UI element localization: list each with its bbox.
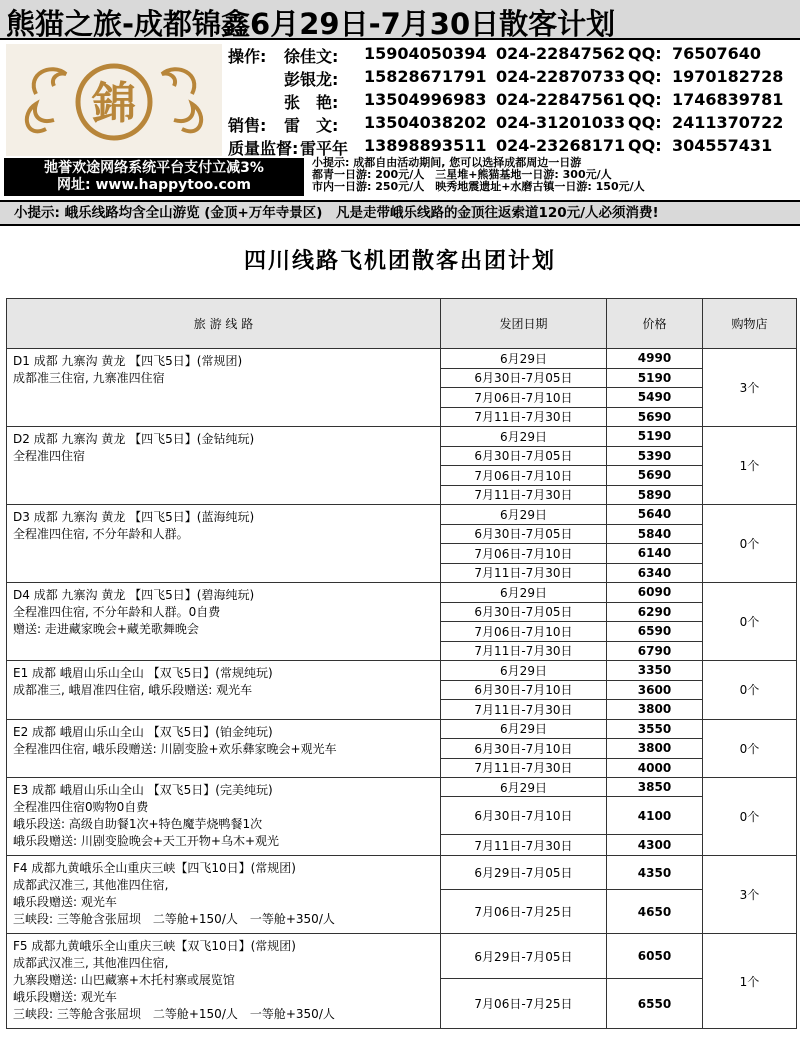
price-cell: 5390 (607, 446, 703, 466)
table-row (7, 349, 797, 369)
route-cell: E2 成都 峨眉山乐山全山 【双飞5日】(铂金纯玩) 全程准四住宿, 峨乐段赠送: 川剧变脸+欢乐彝家晚会+观光车 (7, 719, 441, 778)
route-cell: F5 成都九黄峨乐全山重庆三峡【双飞10日】(常规团) 成都武汉准三, 其他准四住宿, 九寨段赠送: 山巴藏寨+木托村寨或展览馆 峨乐段赠送: 观光车 三峡段: 三等舱含张屈坝 二等舱+150/人 一等舱+350/人 (7, 934, 441, 1029)
contact-qq: 76507640 (672, 44, 762, 63)
route-cell: D4 成都 九寨沟 黄龙 【四飞5日】(碧海纯玩) 全程准四住宿, 不分年龄和人群。0自费 赠送: 走进藏家晚会+藏羌歌舞晚会 (7, 583, 441, 661)
date-cell: 7月06日-7月25日 (441, 890, 607, 934)
contact-qq: 1970182728 (672, 67, 784, 86)
shop-cell: 0个 (703, 583, 797, 661)
table-row (7, 719, 797, 739)
date-cell: 7月11日-7月30日 (441, 485, 607, 505)
price-cell: 4990 (607, 349, 703, 369)
shop-cell: 0个 (703, 719, 797, 778)
contact-mobile: 15828671791 (364, 67, 487, 86)
price-cell: 6550 (607, 979, 703, 1029)
date-cell: 7月11日-7月30日 (441, 641, 607, 661)
price-cell: 6290 (607, 602, 703, 622)
price-cell: 6590 (607, 622, 703, 642)
contact-name: 雷平年 (300, 139, 349, 158)
price-cell: 4100 (607, 797, 703, 835)
table-row (7, 934, 797, 979)
website-link[interactable]: 网址: www.happytoo.com (56, 177, 252, 193)
contact-qq: 304557431 (672, 136, 773, 155)
route-cell: D3 成都 九寨沟 黄龙 【四飞5日】(蓝海纯玩) 全程准四住宿, 不分年龄和人群。 (7, 505, 441, 583)
price-cell: 5490 (607, 388, 703, 408)
price-cell: 3850 (607, 778, 703, 797)
tip-line: 市内一日游: 250元/人 映秀地震遗址+水磨古镇一日游: 150元/人 (312, 180, 645, 193)
date-cell: 6月29日 (441, 349, 607, 369)
route-cell: E3 成都 峨眉山乐山全山 【双飞5日】(完美纯玩) 全程准四住宿0购物0自费 峨乐段送: 高级自助餐1次+特色魔芋烧鸭餐1次 峨乐段赠送: 川剧变脸晚会+天工开物+乌木+观光 (7, 778, 441, 856)
contact-qq-label: QQ: (628, 44, 662, 63)
price-cell: 6140 (607, 544, 703, 564)
date-cell: 6月30日-7月10日 (441, 797, 607, 835)
table-row (7, 505, 797, 525)
shop-cell: 3个 (703, 349, 797, 427)
contact-tel: 024-31201033 (496, 113, 626, 132)
tip-line: 都青一日游: 200元/人 三星堆+熊猫基地一日游: 300元/人 (312, 168, 612, 181)
contact-qq-label: QQ: (628, 136, 662, 155)
date-cell: 6月29日 (441, 583, 607, 603)
shop-cell: 0个 (703, 661, 797, 720)
notice-bar: 小提示: 峨乐线路均含全山游览 (金顶+万年寺景区) 凡是走带峨乐线路的金顶往返索道120元/人必须消费! (0, 200, 800, 226)
contact-name: 彭银龙: (284, 70, 339, 89)
date-cell: 6月30日-7月10日 (441, 680, 607, 700)
contact-role: 质量监督: (228, 139, 299, 158)
contact-row (228, 42, 798, 65)
date-cell: 6月29日 (441, 427, 607, 447)
shop-cell: 3个 (703, 856, 797, 934)
contact-mobile: 13898893511 (364, 136, 487, 155)
price-cell: 6340 (607, 563, 703, 583)
date-cell: 6月29日-7月05日 (441, 856, 607, 890)
date-cell: 6月30日-7月05日 (441, 368, 607, 388)
contact-role: 操作: (228, 47, 267, 66)
price-cell: 6790 (607, 641, 703, 661)
date-cell: 7月11日-7月30日 (441, 700, 607, 720)
shop-cell: 1个 (703, 427, 797, 505)
contact-qq: 1746839781 (672, 90, 784, 109)
table-row (7, 778, 797, 797)
date-cell: 7月11日-7月30日 (441, 407, 607, 427)
contact-tel: 024-22870733 (496, 67, 626, 86)
route-cell: D2 成都 九寨沟 黄龙 【四飞5日】(金钻纯玩) 全程准四住宿 (7, 427, 441, 505)
date-cell: 6月29日-7月05日 (441, 934, 607, 979)
section-title: 四川线路飞机团散客出团计划 (243, 249, 556, 274)
date-cell: 6月29日 (441, 719, 607, 739)
date-cell: 7月11日-7月30日 (441, 835, 607, 856)
price-cell: 4650 (607, 890, 703, 934)
table-row (7, 661, 797, 681)
price-cell: 5190 (607, 368, 703, 388)
header-date: 发团日期 (441, 299, 607, 349)
route-cell: F4 成都九黄峨乐全山重庆三峡【四飞10日】(常规团) 成都武汉准三, 其他准四住宿, 峨乐段赠送: 观光车 三峡段: 三等舱含张屈坝 二等舱+150/人 一等舱+350/人 (7, 856, 441, 934)
table-row (7, 427, 797, 447)
date-cell: 6月30日-7月05日 (441, 446, 607, 466)
contact-row (228, 111, 798, 134)
price-cell: 5840 (607, 524, 703, 544)
date-cell: 6月30日-7月10日 (441, 739, 607, 759)
price-cell: 3800 (607, 700, 703, 720)
price-cell: 4350 (607, 856, 703, 890)
logo-char: 錦 (92, 78, 136, 129)
route-cell: E1 成都 峨眉山乐山全山 【双飞5日】(常规纯玩) 成都准三, 峨眉准四住宿, 峨乐段赠送: 观光车 (7, 661, 441, 720)
price-cell: 5690 (607, 466, 703, 486)
header-price: 价格 (607, 299, 703, 349)
contact-name: 徐佳文: (284, 47, 339, 66)
contact-name: 雷 文: (284, 116, 339, 135)
contact-row (228, 88, 798, 111)
price-cell: 5890 (607, 485, 703, 505)
table-header-row (7, 299, 797, 349)
date-cell: 7月06日-7月25日 (441, 979, 607, 1029)
contact-tel: 024-23268171 (496, 136, 626, 155)
contact-qq: 2411370722 (672, 113, 784, 132)
contact-qq-label: QQ: (628, 113, 662, 132)
price-cell: 3800 (607, 739, 703, 759)
contact-name: 张 艳: (284, 93, 339, 112)
date-cell: 7月06日-7月10日 (441, 622, 607, 642)
tour-plan-table (6, 298, 797, 1029)
date-cell: 7月06日-7月10日 (441, 466, 607, 486)
contact-tel: 024-22847562 (496, 44, 626, 63)
price-cell: 5690 (607, 407, 703, 427)
price-cell: 4300 (607, 835, 703, 856)
price-cell: 4000 (607, 758, 703, 778)
date-cell: 7月11日-7月30日 (441, 758, 607, 778)
date-cell: 6月29日 (441, 505, 607, 525)
date-cell: 6月30日-7月05日 (441, 524, 607, 544)
page-title: 熊猫之旅-成都锦鑫6月29日-7月30日散客计划 (6, 7, 616, 41)
date-cell: 7月11日-7月30日 (441, 563, 607, 583)
price-cell: 3350 (607, 661, 703, 681)
price-cell: 6090 (607, 583, 703, 603)
promo-box (4, 158, 304, 196)
header-route: 旅 游 线 路 (7, 299, 441, 349)
contact-tel: 024-22847561 (496, 90, 626, 109)
contact-row (228, 65, 798, 88)
contact-qq-label: QQ: (628, 67, 662, 86)
shop-cell: 1个 (703, 934, 797, 1029)
date-cell: 7月06日-7月10日 (441, 388, 607, 408)
contact-role: 销售: (228, 116, 267, 135)
date-cell: 6月29日 (441, 778, 607, 797)
price-cell: 6050 (607, 934, 703, 979)
tips-block (312, 157, 792, 193)
contact-row (228, 134, 798, 157)
date-cell: 7月06日-7月10日 (441, 544, 607, 564)
shop-cell: 0个 (703, 505, 797, 583)
header-shop: 购物店 (703, 299, 797, 349)
table-row (7, 856, 797, 890)
date-cell: 6月30日-7月05日 (441, 602, 607, 622)
price-cell: 3550 (607, 719, 703, 739)
shop-cell: 0个 (703, 778, 797, 856)
contact-mobile: 13504038202 (364, 113, 487, 132)
contact-mobile: 13504996983 (364, 90, 487, 109)
contact-mobile: 15904050394 (364, 44, 487, 63)
table-row (7, 583, 797, 603)
promo-text: 弛誉欢途网络系统平台支付立减3% (44, 160, 264, 176)
contact-qq-label: QQ: (628, 90, 662, 109)
tip-line: 小提示: 成都自由活动期间, 您可以选择成都周边一日游 (312, 156, 582, 169)
price-cell: 3600 (607, 680, 703, 700)
company-logo (6, 44, 222, 156)
title-bar (0, 0, 800, 40)
contact-list (228, 42, 798, 157)
price-cell: 5640 (607, 505, 703, 525)
date-cell: 6月29日 (441, 661, 607, 681)
route-cell: D1 成都 九寨沟 黄龙 【四飞5日】(常规团) 成都准三住宿, 九寨准四住宿 (7, 349, 441, 427)
price-cell: 5190 (607, 427, 703, 447)
